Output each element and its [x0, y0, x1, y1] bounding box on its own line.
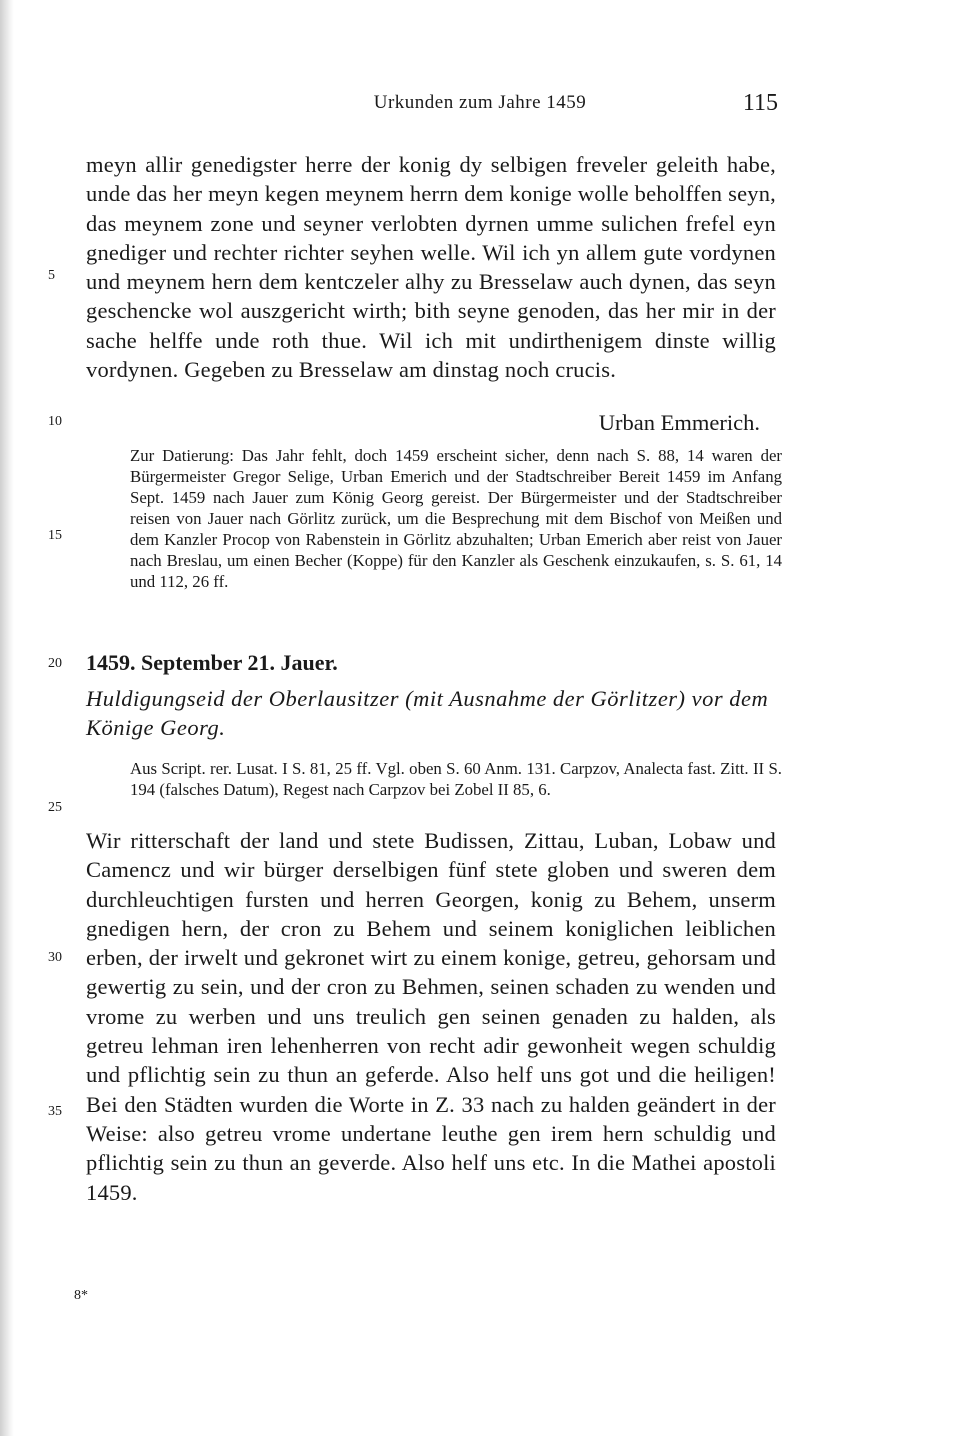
- running-head-title: Urkunden zum Jahre 1459: [373, 92, 587, 113]
- line-number: 15: [48, 528, 62, 543]
- oath-paragraph: Wir ritterschaft der land und stete Budissen, Zittau, Luban, Lobaw und Camencz und wir bürger derselbigen fünf stete globen und sweren dem durchleuchtigen fursten und herren Georgen, konig zu Behem, unserm gnedigen hern, der cron zu Behem und seinem koniglichen leiblichen erben, der irwelt und gekronet wirt zu einem konige, getreu, gehorsam und gewertig zu sein, und der cron zu Behmen, seinen schaden zu wenden und vrome zu werben und uns treulich gen seinen genaden zu halden, als getreu lehman iren lehenherren von recht adir gewonheit wegen schuldig und pflichtig sein zu thun an geferde. Also helf uns got und die heiligen! Bei den Städten wurden die Worte in Z. 33 nach zu halden geändert in der Weise: also getreu vrome undertane leuthe gen irem hern schuldig und pflichtig sein zu thun an geverde. Also helf uns etc. In die Mathei apostoli 1459.: [86, 828, 776, 1205]
- document-heading: 1459. September 21. Jauer.: [86, 650, 338, 675]
- source-note: Aus Script. rer. Lusat. I S. 81, 25 ff. Vgl. oben S. 60 Anm. 131. Carpzov, Analecta fast. Zitt. II S. 194 (falsches Datum), Regest nach Carpzov bei Zobel II 85, 6.: [130, 759, 782, 799]
- line-number: 30: [48, 950, 62, 965]
- running-head: [0, 90, 960, 120]
- document-regest: Huldigungseid der Oberlausitzer (mit Ausnahme der Görlitzer) vor dem Könige Georg.: [86, 686, 769, 740]
- line-numbers: [0, 0, 80, 1436]
- line-number: 5: [48, 268, 55, 283]
- letter-signature: Urban Emmerich.: [598, 410, 760, 435]
- line-number: 10: [48, 414, 62, 429]
- line-number: 20: [48, 656, 62, 671]
- line-number: 25: [48, 800, 62, 815]
- page-number: 115: [742, 90, 778, 116]
- oath-text: [86, 826, 776, 1207]
- letter-text: [86, 150, 776, 384]
- dating-note: Zur Datierung: Das Jahr fehlt, doch 1459 erscheint sicher, denn nach S. 88, 14 waren der Bürgermeister Gregor Selige, Urban Emerich und der Stadtschreiber Bereit 1459 im Anfang Sept. 1459 nach Jauer zum König Georg gereist. Der Bürgermeister und der Stadtschreiber reisen von Jauer nach Görlitz zurück, um die Besprechung mit dem Bischof von Meißen und dem Kanzler Procop von Rabenstein in Görlitz abzuhalten; Urban Emerich aber reist von Jauer nach Breslau, um einen Becher (Koppe) für den Kanzler als Geschenk einzukaufen, s. S. 61, 14 und 112, 26 ff.: [130, 446, 782, 591]
- line-number: 35: [48, 1104, 62, 1119]
- signature-mark: 8*: [74, 1288, 88, 1303]
- letter-paragraph: meyn allir genedigster herre der konig dy selbigen freveler geleith habe, unde das her meyn kegen meynem herrn dem konige wolle beholffen seyn, das meynem zone und seyner verlobten dyrnen umme sulichen frefel eyn gnediger und rechter richter seyhen welle. Wil ich yn allem gute vordynen und meynem hern dem kentczeler alhy zu Bresselaw auch dynen, das seyn geschencke wol auszgericht wirth; bith seyne genoden, das her mir in der sache helffe unde roth thue. Wil ich mit undirthenigem dinste willig vordynen. Gegeben zu Bresselaw am dinstag noch crucis.: [86, 152, 776, 383]
